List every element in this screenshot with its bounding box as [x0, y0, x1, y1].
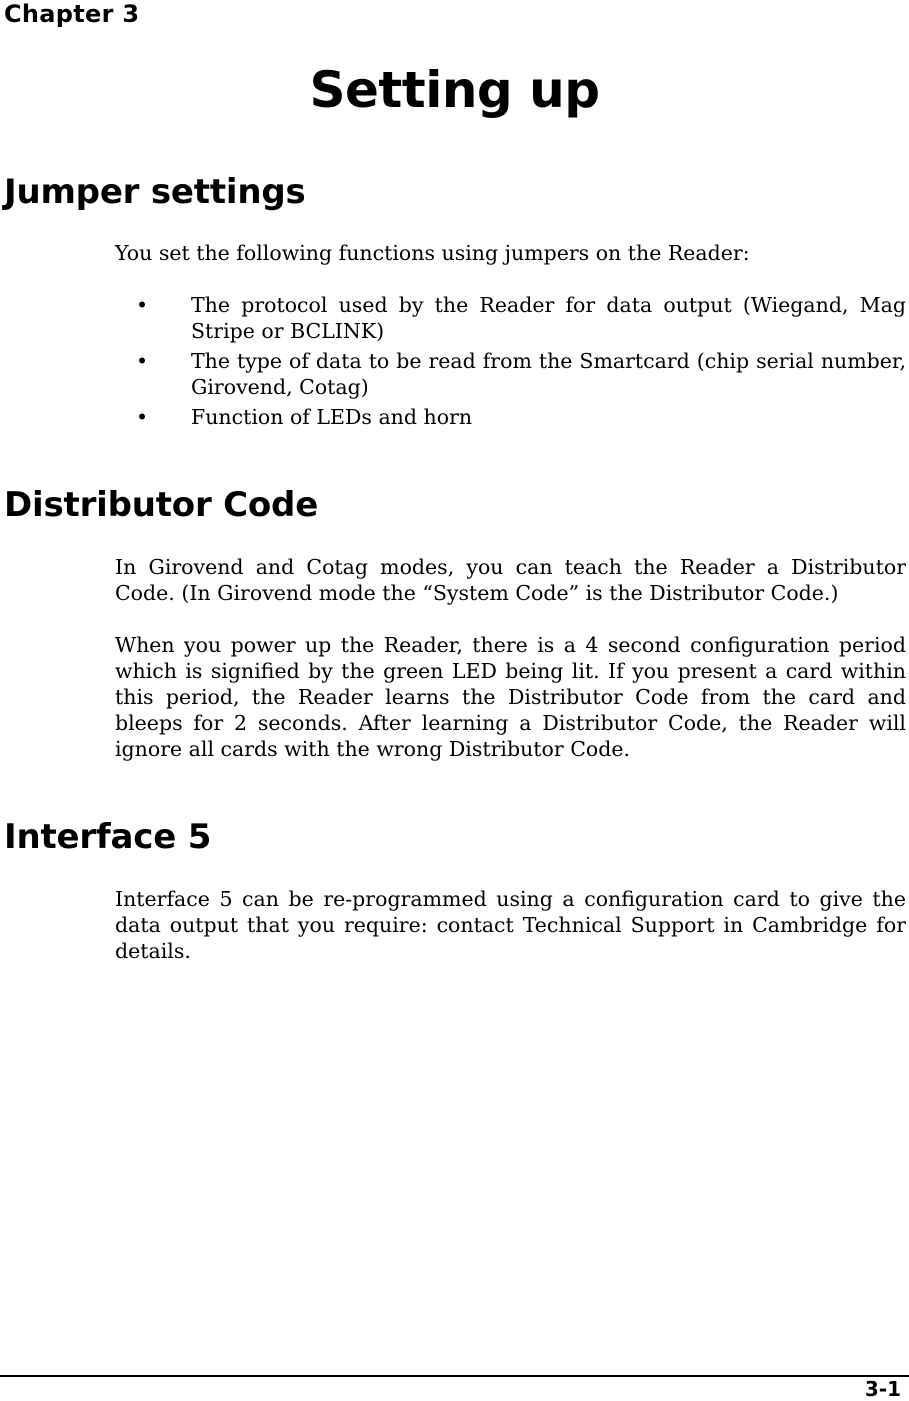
chapter-title: Setting up — [309, 61, 600, 119]
list-item — [0, 404, 909, 430]
bullet-icon: • — [136, 405, 149, 429]
section-heading-jumper-settings: Jumper settings — [4, 172, 306, 212]
bullet-text: The protocol used by the Reader for data output (Wiegand, Mag Stripe or BCLINK) — [191, 293, 906, 343]
distributor-code-paragraph-1: In Girovend and Cotag modes, you can teach the Reader a Distributor Code. (In Girovend mode the “System Code” is the Distributor Code.) — [115, 555, 906, 605]
bullet-text: The type of data to be read from the Smartcard (chip serial number, Girovend, Cotag) — [191, 349, 906, 399]
section-heading-interface-5: Interface 5 — [4, 817, 212, 857]
page-number: 3-1 — [864, 1377, 901, 1401]
footer-rule — [0, 1375, 909, 1377]
jumper-settings-intro: You set the following functions using jumpers on the Reader: — [115, 241, 750, 265]
list-item — [0, 348, 909, 400]
chapter-label: Chapter 3 — [4, 0, 140, 28]
section-heading-distributor-code: Distributor Code — [4, 485, 319, 525]
list-item — [0, 292, 909, 344]
jumper-functions-list — [0, 292, 909, 434]
bullet-text: Function of LEDs and horn — [191, 405, 473, 429]
distributor-code-paragraph-2: When you power up the Reader, there is a 4 second configuration period which is signified by the green LED being lit. If you present a card within this period, the Reader learns the Distributor Code from the card and bleeps for 2 seconds. After learning a Distributor Code, the Reader will ignore all cards with the wrong Distributor Code. — [115, 633, 906, 761]
bullet-icon: • — [136, 349, 149, 373]
bullet-icon: • — [136, 293, 149, 317]
interface-5-paragraph: Interface 5 can be re-programmed using a configuration card to give the data output that you require: contact Technical Support in Cambridge for details. — [115, 887, 906, 963]
